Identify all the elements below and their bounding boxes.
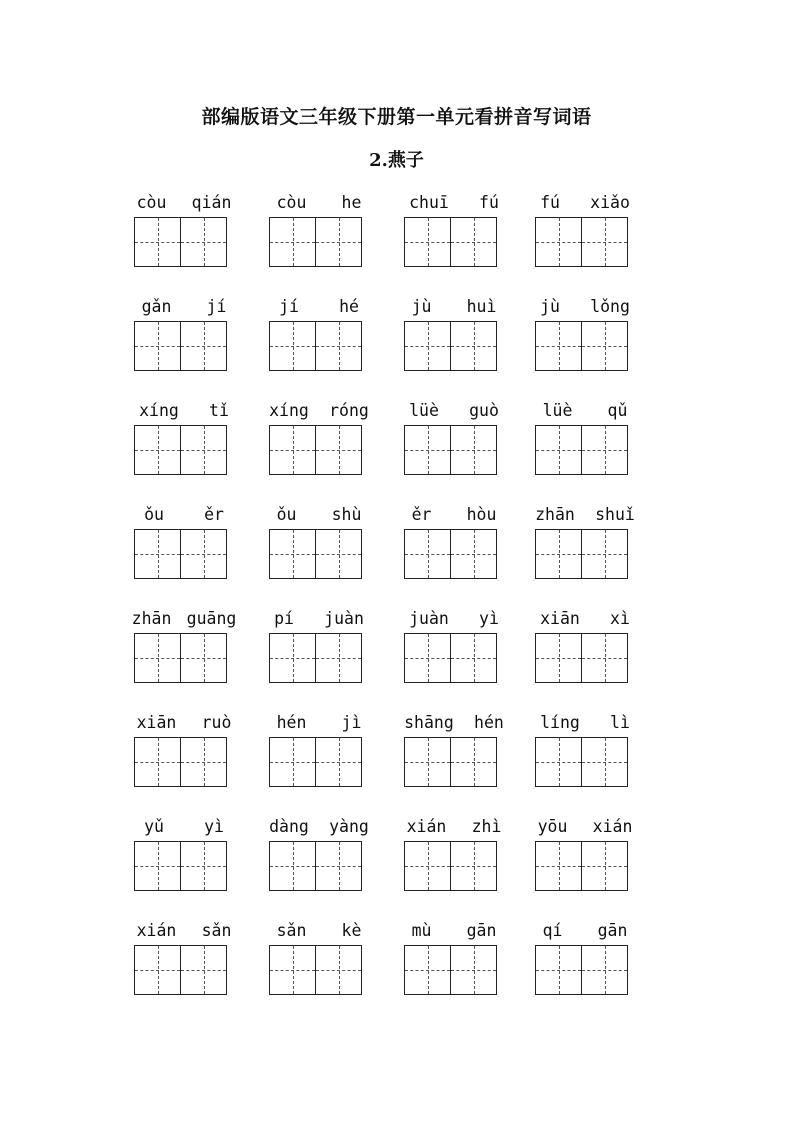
pinyin-label <box>124 606 244 628</box>
tian-zi-ge-box[interactable] <box>134 321 181 371</box>
pinyin-syllable: juàn <box>324 609 364 628</box>
word-item <box>269 294 379 384</box>
tian-zi-ge-box[interactable] <box>315 321 362 371</box>
writing-boxes <box>269 529 365 579</box>
pinyin-syllable: guāng <box>186 609 237 628</box>
pinyin-label <box>394 398 514 420</box>
pinyin-label <box>525 814 645 836</box>
tian-zi-ge-box[interactable] <box>581 321 628 371</box>
tian-zi-ge-box[interactable] <box>315 841 362 891</box>
writing-boxes <box>535 425 631 475</box>
tian-zi-ge-box[interactable] <box>404 633 451 683</box>
pinyin-label <box>394 918 514 940</box>
word-item <box>134 294 244 384</box>
writing-boxes <box>535 529 631 579</box>
pinyin-syllable: yì <box>479 609 499 628</box>
writing-boxes <box>404 529 500 579</box>
writing-boxes <box>269 841 365 891</box>
tian-zi-ge-box[interactable] <box>269 737 316 787</box>
writing-boxes <box>134 321 230 371</box>
pinyin-syllable: yǔ <box>144 817 164 836</box>
tian-zi-ge-box[interactable] <box>535 633 582 683</box>
tian-zi-ge-box[interactable] <box>134 633 181 683</box>
word-item <box>134 398 244 488</box>
pinyin-syllable: ěr <box>204 505 224 524</box>
pinyin-label <box>394 502 514 524</box>
pinyin-syllable: hén <box>474 713 504 732</box>
writing-boxes <box>404 737 500 787</box>
tian-zi-ge-box[interactable] <box>450 321 497 371</box>
writing-boxes <box>134 633 230 683</box>
pinyin-syllable: ruò <box>201 713 232 732</box>
word-item <box>134 190 244 280</box>
tian-zi-ge-box[interactable] <box>404 217 451 267</box>
pinyin-label <box>394 710 514 732</box>
tian-zi-ge-box[interactable] <box>450 841 497 891</box>
word-item <box>404 294 514 384</box>
word-item <box>404 398 514 488</box>
tian-zi-ge-box[interactable] <box>180 841 227 891</box>
pinyin-label <box>259 606 379 628</box>
word-row <box>0 502 793 592</box>
writing-boxes <box>535 217 631 267</box>
pinyin-label <box>525 190 645 212</box>
pinyin-label <box>259 710 379 732</box>
tian-zi-ge-box[interactable] <box>134 737 181 787</box>
word-item <box>269 398 379 488</box>
tian-zi-ge-box[interactable] <box>180 529 227 579</box>
pinyin-label <box>394 294 514 316</box>
tian-zi-ge-box[interactable] <box>315 217 362 267</box>
tian-zi-ge-box[interactable] <box>535 217 582 267</box>
tian-zi-ge-box[interactable] <box>315 737 362 787</box>
pinyin-syllable: tǐ <box>209 401 229 420</box>
pinyin-syllable: lüè <box>409 401 439 420</box>
writing-boxes <box>269 945 365 995</box>
pinyin-syllable: jù <box>540 297 560 316</box>
tian-zi-ge-box[interactable] <box>450 529 497 579</box>
pinyin-syllable: shāng <box>404 713 454 732</box>
word-item <box>535 606 645 696</box>
writing-boxes <box>134 945 230 995</box>
tian-zi-ge-box[interactable] <box>404 321 451 371</box>
word-item <box>269 190 379 280</box>
tian-zi-ge-box[interactable] <box>315 633 362 683</box>
pinyin-syllable: còu <box>136 193 167 212</box>
pinyin-label <box>525 918 645 940</box>
tian-zi-ge-box[interactable] <box>315 425 362 475</box>
tian-zi-ge-box[interactable] <box>581 425 628 475</box>
pinyin-syllable: yì <box>204 817 224 836</box>
pinyin-syllable: xiān <box>540 609 580 628</box>
tian-zi-ge-box[interactable] <box>180 633 227 683</box>
pinyin-syllable: jì <box>341 713 362 732</box>
pinyin-syllable: xián <box>406 817 447 836</box>
word-item <box>535 710 645 800</box>
pinyin-syllable: huì <box>466 297 497 316</box>
word-item <box>535 918 645 1008</box>
worksheet-title: 部编版语文三年级下册第一单元看拼音写词语 <box>201 106 592 128</box>
pinyin-label <box>124 710 244 732</box>
word-row <box>0 294 793 384</box>
word-item <box>269 502 379 592</box>
pinyin-label <box>525 710 645 732</box>
tian-zi-ge-box[interactable] <box>404 737 451 787</box>
writing-boxes <box>535 321 631 371</box>
tian-zi-ge-box[interactable] <box>180 737 227 787</box>
word-item <box>269 710 379 800</box>
word-item <box>535 398 645 488</box>
pinyin-label <box>259 814 379 836</box>
word-item <box>404 606 514 696</box>
writing-boxes <box>404 633 500 683</box>
pinyin-syllable: zhān <box>131 609 172 628</box>
pinyin-label <box>124 398 244 420</box>
pinyin-label <box>259 190 379 212</box>
pinyin-syllable: xiān <box>136 713 177 732</box>
writing-boxes <box>134 529 230 579</box>
pinyin-syllable: lüè <box>542 401 573 420</box>
word-item <box>134 502 244 592</box>
tian-zi-ge-box[interactable] <box>535 945 582 995</box>
writing-boxes <box>134 841 230 891</box>
tian-zi-ge-box[interactable] <box>134 945 181 995</box>
pinyin-syllable: xíng <box>269 401 309 420</box>
tian-zi-ge-box[interactable] <box>450 945 497 995</box>
writing-boxes <box>535 945 631 995</box>
pinyin-syllable: ǒu <box>276 505 297 524</box>
pinyin-syllable: juàn <box>409 609 449 628</box>
pinyin-label <box>394 190 514 212</box>
tian-zi-ge-box[interactable] <box>404 425 451 475</box>
tian-zi-ge-box[interactable] <box>535 737 582 787</box>
pinyin-syllable: còu <box>276 193 307 212</box>
tian-zi-ge-box[interactable] <box>134 425 181 475</box>
pinyin-label <box>394 814 514 836</box>
pinyin-label <box>525 398 645 420</box>
word-item <box>269 606 379 696</box>
tian-zi-ge-box[interactable] <box>404 841 451 891</box>
pinyin-label <box>525 606 645 628</box>
writing-boxes <box>404 321 500 371</box>
pinyin-syllable: hòu <box>466 505 497 524</box>
pinyin-syllable: xíng <box>139 401 179 420</box>
pinyin-syllable: qí <box>542 921 563 940</box>
lesson-title: 2.燕子 <box>369 150 424 171</box>
tian-zi-ge-box[interactable] <box>269 945 316 995</box>
pinyin-label <box>259 502 379 524</box>
pinyin-label <box>525 502 645 524</box>
pinyin-label <box>394 606 514 628</box>
writing-boxes <box>269 737 365 787</box>
tian-zi-ge-box[interactable] <box>535 321 582 371</box>
word-row <box>0 190 793 280</box>
tian-zi-ge-box[interactable] <box>450 217 497 267</box>
writing-boxes <box>404 425 500 475</box>
tian-zi-ge-box[interactable] <box>535 529 582 579</box>
pinyin-syllable: xián <box>136 921 177 940</box>
pinyin-syllable: shù <box>331 505 362 524</box>
pinyin-syllable: ǒu <box>144 505 164 524</box>
tian-zi-ge-box[interactable] <box>269 841 316 891</box>
word-item <box>535 814 645 904</box>
pinyin-syllable: gān <box>466 921 497 940</box>
tian-zi-ge-box[interactable] <box>269 425 316 475</box>
word-item <box>134 710 244 800</box>
pinyin-syllable: xiǎo <box>590 193 630 212</box>
pinyin-label <box>124 190 244 212</box>
pinyin-syllable: kè <box>341 921 362 940</box>
pinyin-syllable: líng <box>540 713 580 732</box>
writing-boxes <box>134 217 230 267</box>
tian-zi-ge-box[interactable] <box>581 945 628 995</box>
pinyin-syllable: jí <box>279 297 299 316</box>
tian-zi-ge-box[interactable] <box>535 841 582 891</box>
word-item <box>404 918 514 1008</box>
tian-zi-ge-box[interactable] <box>450 425 497 475</box>
word-item <box>404 502 514 592</box>
word-item <box>134 814 244 904</box>
pinyin-syllable: pí <box>274 609 294 628</box>
pinyin-label <box>124 814 244 836</box>
pinyin-syllable: mù <box>411 921 432 940</box>
pinyin-label <box>525 294 645 316</box>
pinyin-syllable: lǒng <box>590 297 630 316</box>
writing-boxes <box>269 633 365 683</box>
writing-boxes <box>535 841 631 891</box>
tian-zi-ge-box[interactable] <box>180 321 227 371</box>
pinyin-syllable: sǎn <box>276 921 307 940</box>
pinyin-syllable: fú <box>540 193 560 212</box>
tian-zi-ge-box[interactable] <box>134 217 181 267</box>
pinyin-label <box>124 502 244 524</box>
tian-zi-ge-box[interactable] <box>315 529 362 579</box>
tian-zi-ge-box[interactable] <box>535 425 582 475</box>
tian-zi-ge-box[interactable] <box>269 633 316 683</box>
tian-zi-ge-box[interactable] <box>269 529 316 579</box>
tian-zi-ge-box[interactable] <box>581 633 628 683</box>
pinyin-syllable: xián <box>592 817 633 836</box>
pinyin-syllable: gǎn <box>141 297 172 316</box>
tian-zi-ge-box[interactable] <box>450 737 497 787</box>
pinyin-syllable: róng <box>329 401 369 420</box>
pinyin-label <box>259 918 379 940</box>
pinyin-syllable: jí <box>206 297 227 316</box>
pinyin-syllable: yōu <box>537 817 568 836</box>
writing-boxes <box>404 217 500 267</box>
pinyin-syllable: he <box>341 193 362 212</box>
word-item <box>535 502 645 592</box>
pinyin-syllable: ěr <box>411 505 432 524</box>
pinyin-label <box>259 398 379 420</box>
tian-zi-ge-box[interactable] <box>581 529 628 579</box>
word-row <box>0 606 793 696</box>
pinyin-label <box>259 294 379 316</box>
writing-boxes <box>404 945 500 995</box>
word-item <box>535 190 645 280</box>
tian-zi-ge-box[interactable] <box>581 737 628 787</box>
pinyin-syllable: hé <box>339 297 359 316</box>
pinyin-syllable: zhān <box>535 505 575 524</box>
word-item <box>134 918 244 1008</box>
tian-zi-ge-box[interactable] <box>134 841 181 891</box>
tian-zi-ge-box[interactable] <box>581 217 628 267</box>
word-item <box>131 606 244 696</box>
pinyin-syllable: qián <box>191 193 232 212</box>
tian-zi-ge-box[interactable] <box>404 529 451 579</box>
pinyin-syllable: chuī <box>409 193 449 212</box>
tian-zi-ge-box[interactable] <box>180 425 227 475</box>
tian-zi-ge-box[interactable] <box>269 217 316 267</box>
tian-zi-ge-box[interactable] <box>450 633 497 683</box>
word-item <box>404 814 514 904</box>
pinyin-syllable: sǎn <box>201 921 232 940</box>
pinyin-syllable: jù <box>411 297 432 316</box>
pinyin-syllable: dàng <box>269 817 309 836</box>
writing-boxes <box>269 321 365 371</box>
tian-zi-ge-box[interactable] <box>269 321 316 371</box>
pinyin-syllable: yàng <box>329 817 369 836</box>
word-item <box>269 918 379 1008</box>
word-item <box>269 814 379 904</box>
pinyin-syllable: hén <box>276 713 307 732</box>
writing-boxes <box>134 737 230 787</box>
pinyin-syllable: zhì <box>471 817 502 836</box>
pinyin-syllable: fú <box>479 193 499 212</box>
pinyin-label <box>124 918 244 940</box>
pinyin-syllable: gān <box>597 921 628 940</box>
word-row <box>0 918 793 1008</box>
tian-zi-ge-box[interactable] <box>581 841 628 891</box>
writing-boxes <box>535 633 631 683</box>
word-row <box>0 710 793 800</box>
pinyin-syllable: shuǐ <box>595 505 635 524</box>
tian-zi-ge-box[interactable] <box>180 945 227 995</box>
tian-zi-ge-box[interactable] <box>134 529 181 579</box>
word-item <box>404 190 514 280</box>
tian-zi-ge-box[interactable] <box>315 945 362 995</box>
word-row <box>0 398 793 488</box>
pinyin-syllable: xì <box>610 609 630 628</box>
writing-boxes <box>269 425 365 475</box>
writing-boxes <box>535 737 631 787</box>
writing-boxes <box>134 425 230 475</box>
pinyin-syllable: qǔ <box>607 401 628 420</box>
writing-boxes <box>269 217 365 267</box>
tian-zi-ge-box[interactable] <box>404 945 451 995</box>
word-item <box>404 710 514 800</box>
word-item <box>535 294 645 384</box>
tian-zi-ge-box[interactable] <box>180 217 227 267</box>
writing-boxes <box>404 841 500 891</box>
word-row <box>0 814 793 904</box>
pinyin-syllable: guò <box>469 401 499 420</box>
pinyin-syllable: lì <box>610 713 630 732</box>
pinyin-label <box>124 294 244 316</box>
